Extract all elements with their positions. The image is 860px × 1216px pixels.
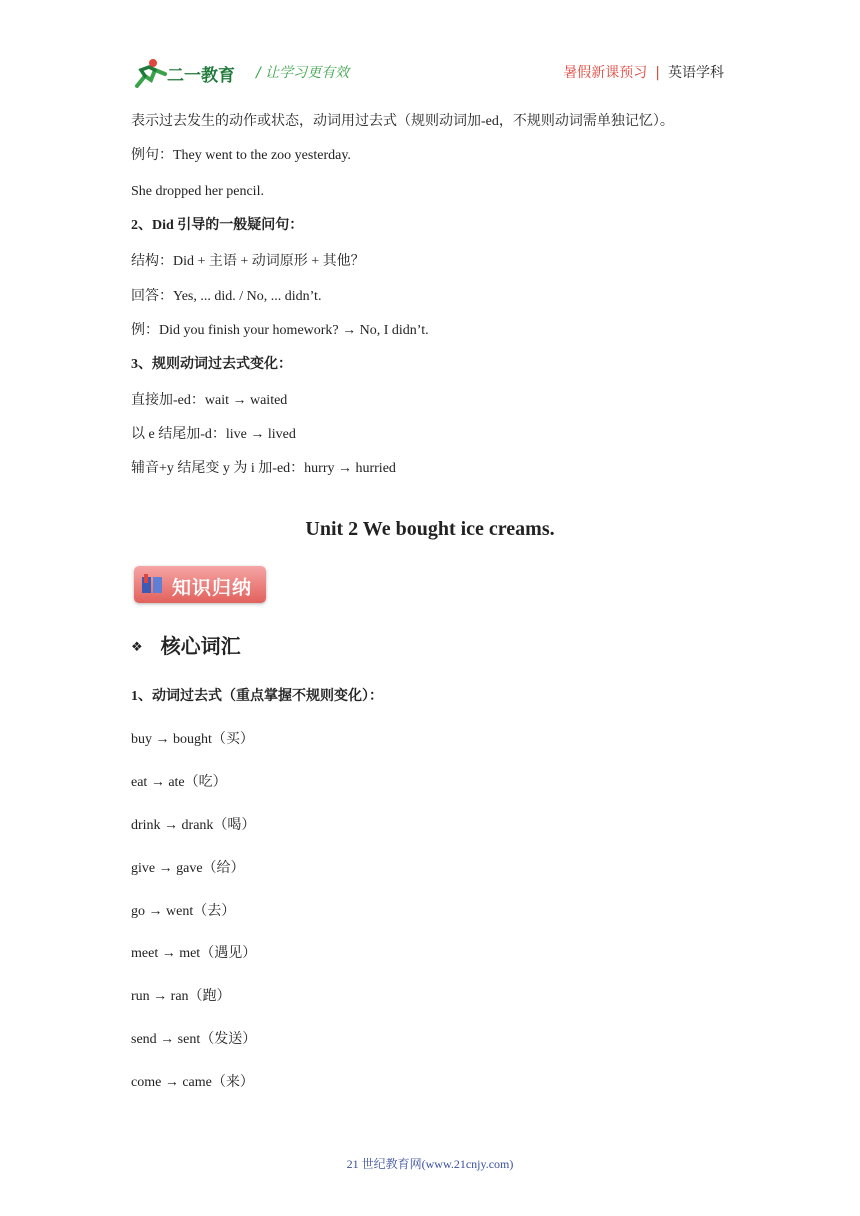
footer-link[interactable]: 21 世纪教育网(www.21cnjy.com) — [346, 1157, 514, 1171]
text-line: 以 e 结尾加-d：live → lived — [131, 427, 296, 442]
vocab-heading: 1、动词过去式（重点掌握不规则变化）： — [131, 689, 383, 704]
subheading: 3、规则动词过去式变化： — [131, 357, 292, 372]
text-line: 回答：Yes, ... did. / No, ... didn’t. — [131, 289, 322, 304]
example-line: 例句：They went to the zoo yesterday. — [131, 148, 351, 163]
text-line: 辅音+y 结尾变 y 为 i 加-ed：hurry → hurried — [131, 461, 396, 476]
vocab-item: send → sent（发送） — [131, 1032, 257, 1047]
knowledge-summary-badge — [134, 566, 266, 603]
vocab-item: buy → bought（买） — [131, 732, 254, 747]
text-line: 结构：Did + 主语 + 动词原形 + 其他？ — [131, 254, 365, 269]
vocab-item: run → ran（跑） — [131, 989, 231, 1004]
vocab-item: give → gave（给） — [131, 861, 245, 876]
header-slogan: / 让学习更有效 — [256, 65, 350, 81]
unit-title: Unit 2 We bought ice creams. — [305, 518, 555, 540]
text-line: 直接加-ed：wait → waited — [131, 393, 288, 408]
vocab-item: meet → met（遇见） — [131, 946, 257, 961]
example-line: 例：Did you finish your homework? → No, I didn’t. — [131, 323, 429, 338]
example-line: She dropped her pencil. — [131, 184, 264, 199]
vocab-item: come → came（来） — [131, 1075, 254, 1090]
header-course-info — [563, 62, 724, 82]
vocab-item: eat → ate（吃） — [131, 775, 227, 790]
runner-logo-icon — [131, 56, 241, 90]
text-line: 表示过去发生的动作或状态，动词用过去式（规则动词加-ed，不规则动词需单独记忆）。 — [131, 114, 674, 129]
vocab-item: go → went（去） — [131, 904, 236, 919]
book-icon — [140, 573, 164, 597]
diamond-bullet-icon: ❖ — [131, 640, 143, 655]
subheading: 2、Did 引导的一般疑问句： — [131, 218, 304, 233]
vocab-item: drink → drank（喝） — [131, 818, 256, 833]
knowledge-summary-label: 知识归纳 — [172, 577, 253, 599]
section-title: 核心词汇 — [160, 634, 241, 658]
header-separator: | — [655, 65, 660, 81]
section-heading — [131, 630, 241, 659]
logo-text: 二一教育 — [167, 66, 235, 86]
header-subject: 英语学科 — [668, 65, 724, 81]
header-course: 暑假新课预习 — [563, 65, 648, 81]
